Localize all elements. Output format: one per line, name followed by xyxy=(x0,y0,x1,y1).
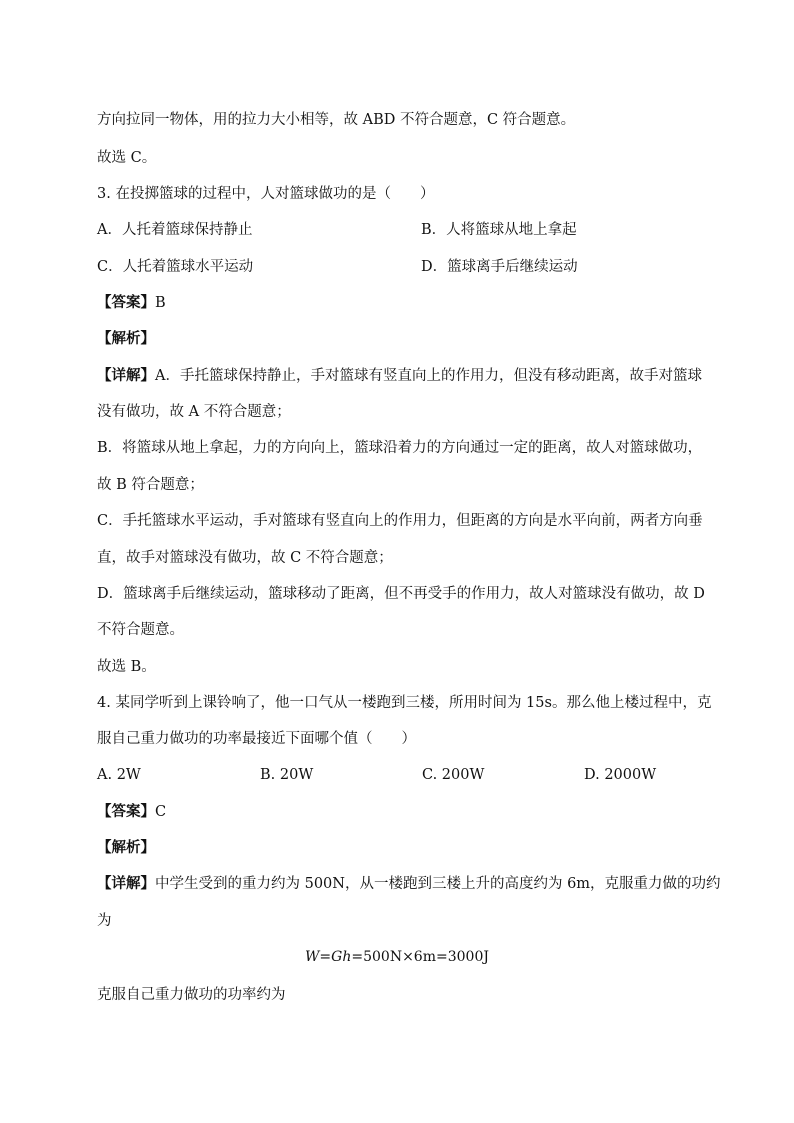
q4-option-b: B. 20W xyxy=(260,767,314,783)
text-line: 直，故手对篮球没有做功，故 C 不符合题意； xyxy=(97,550,393,566)
q3-analysis-tag: 【解析】 xyxy=(97,330,155,347)
question-3: 3. 在投掷篮球的过程中，人对篮球做功的是（ ） xyxy=(97,186,435,202)
text-line: 克服自己重力做功的功率约为 xyxy=(97,987,286,1003)
formula-eq: = xyxy=(319,949,332,965)
answer-value: C xyxy=(155,804,167,820)
answer-tag: 【答案】 xyxy=(97,294,155,311)
q3-option-c: C．人托着篮球水平运动 xyxy=(97,259,254,275)
text-line: 故选 B。 xyxy=(97,659,156,675)
answer-tag: 【答案】 xyxy=(97,803,155,820)
formula-g: G xyxy=(331,949,343,965)
detail-text: A．手托篮球保持静止，手对篮球有竖直向上的作用力，但没有移动距离，故手对篮球 xyxy=(155,368,702,384)
detail-tag: 【详解】 xyxy=(97,367,155,384)
formula-rest: =500N×6m=3000J xyxy=(351,949,489,965)
text-line: 服自己重力做功的功率最接近下面哪个值（ ） xyxy=(97,731,416,747)
q3-option-a: A．人托着篮球保持静止 xyxy=(97,222,253,238)
question-4: 4. 某同学听到上课铃响了，他一口气从一楼跑到三楼，所用时间为 15s。那么他上楼过程中，克 xyxy=(97,695,712,711)
q3-detail xyxy=(97,366,702,386)
detail-tag: 【详解】 xyxy=(97,875,155,892)
text-line: C．手托篮球水平运动，手对篮球有竖直向上的作用力，但距离的方向是水平向前，两者方向垂 xyxy=(97,513,703,529)
q3-answer xyxy=(97,293,166,313)
formula-w: W xyxy=(305,949,320,965)
q4-option-d: D. 2000W xyxy=(584,767,657,783)
q3-option-d: D．篮球离手后继续运动 xyxy=(421,259,578,275)
text-line: 故 B 符合题意； xyxy=(97,477,204,493)
detail-text: 中学生受到的重力约为 500N，从一楼跑到三楼上升的高度约为 6m，克服重力做的功约 xyxy=(155,876,721,892)
work-formula xyxy=(0,947,794,967)
q4-answer xyxy=(97,802,166,822)
text-line: 方向拉同一物体，用的拉力大小相等，故 ABD 不符合题意，C 符合题意。 xyxy=(97,112,576,128)
q4-option-a: A. 2W xyxy=(97,767,141,783)
text-line: 为 xyxy=(97,913,112,929)
formula-h: h xyxy=(342,949,352,965)
q4-option-c: C. 200W xyxy=(422,767,485,783)
text-line: 没有做功，故 A 不符合题意； xyxy=(97,404,291,420)
q3-option-b: B．人将篮球从地上拿起 xyxy=(421,222,577,238)
q4-analysis-tag: 【解析】 xyxy=(97,839,155,856)
text-line: B．将篮球从地上拿起，力的方向向上，篮球沿着力的方向通过一定的距离，故人对篮球做功， xyxy=(97,440,703,456)
text-line: 不符合题意。 xyxy=(97,622,184,638)
q4-detail xyxy=(97,874,721,894)
answer-value: B xyxy=(155,295,166,311)
text-line: D．篮球离手后继续运动，篮球移动了距离，但不再受手的作用力，故人对篮球没有做功，故 D xyxy=(97,586,705,602)
text-line: 故选 C。 xyxy=(97,150,157,166)
